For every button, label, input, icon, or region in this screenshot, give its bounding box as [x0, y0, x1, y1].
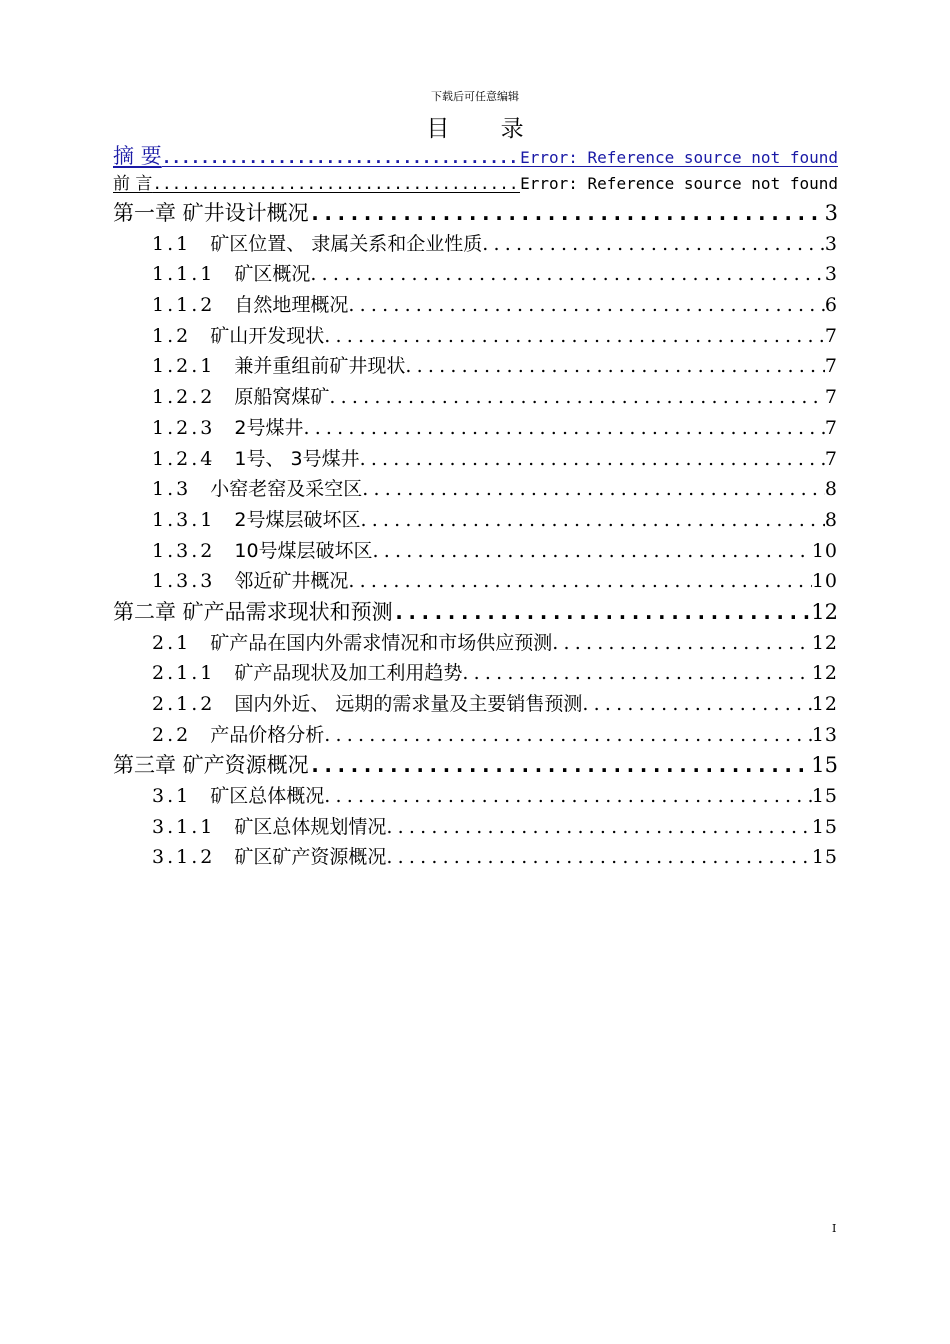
- toc-entry-label: [152, 474, 362, 505]
- dot-leader: [303, 413, 824, 444]
- toc-entry-label: [152, 812, 386, 843]
- toc-entry-label: [152, 689, 582, 720]
- toc-section-entry[interactable]: [113, 474, 838, 505]
- toc-entry-number: 2.1.1: [152, 662, 216, 685]
- toc-entries: [113, 198, 838, 873]
- toc-chapter-entry[interactable]: [113, 750, 838, 781]
- toc-entry-abstract[interactable]: [113, 142, 838, 170]
- toc-entry-label: [152, 566, 348, 597]
- dot-leader: [405, 351, 825, 382]
- toc-title: 目 录: [426, 116, 546, 142]
- toc-entry-title: 第三章 矿产资源概况: [113, 753, 309, 778]
- dot-leader: [162, 144, 520, 170]
- toc-entry-title: 小窑老窑及采空区: [210, 478, 363, 501]
- toc-entry-page: 10: [811, 570, 838, 593]
- toc-entry-page: 7: [824, 355, 838, 378]
- dot-leader: [310, 259, 825, 290]
- toc-entry-number: 3.1.1: [152, 815, 216, 838]
- dot-leader: [324, 321, 825, 352]
- toc-entry-page: 12: [811, 693, 838, 715]
- toc-chapter-entry[interactable]: [113, 198, 838, 229]
- toc-entry-number: 1.1.1: [152, 263, 216, 286]
- toc-entry-label: 前 言: [113, 174, 153, 194]
- toc-section-entry[interactable]: [113, 444, 838, 475]
- toc-entry-title: 第一章 矿井设计概况: [113, 201, 309, 225]
- toc-entry-number: 3.1.2: [152, 846, 216, 869]
- toc-section-entry[interactable]: [113, 536, 838, 567]
- toc-entry-page: 3: [824, 232, 838, 255]
- toc-section-entry[interactable]: [113, 658, 838, 689]
- toc-entry-label: [152, 321, 324, 352]
- toc-section-entry[interactable]: [113, 413, 838, 444]
- toc-entry-label: [152, 628, 552, 659]
- toc-entry-label: [152, 842, 386, 873]
- toc-entry-page: 12: [811, 599, 838, 624]
- toc-entry-title: 10号煤层破坏区: [234, 539, 373, 562]
- dot-leader: [362, 474, 825, 505]
- table-of-contents: [113, 142, 838, 873]
- toc-entry-number: 1.2.3: [152, 416, 216, 439]
- header-note: 下载后可任意编辑: [431, 90, 519, 103]
- toc-entry-number: 2.1: [152, 631, 192, 654]
- toc-entry-number: 2.2: [152, 723, 192, 746]
- toc-entry-number: 1.1: [152, 232, 192, 255]
- toc-entry-page: 6: [824, 294, 838, 317]
- toc-entry-page: Error: Reference source not found: [520, 174, 838, 193]
- toc-section-entry[interactable]: [113, 720, 838, 751]
- toc-entry-number: 2.1.2: [152, 693, 216, 715]
- toc-entry-number: 1.2: [152, 324, 192, 347]
- toc-entry-label: [152, 382, 329, 413]
- toc-entry-title: 自然地理概况: [234, 294, 349, 317]
- toc-entry-label: [152, 720, 324, 751]
- toc-entry-title: 2号煤井: [234, 416, 304, 439]
- toc-entry-label: [113, 597, 393, 628]
- toc-entry-number: 1.3.2: [152, 539, 216, 562]
- toc-entry-title: 矿区概况: [234, 263, 311, 286]
- dot-leader: [482, 229, 825, 260]
- toc-entry-label: [152, 290, 348, 321]
- toc-entry-page: 15: [811, 815, 838, 838]
- toc-section-entry[interactable]: [113, 812, 838, 843]
- toc-entry-label: [152, 658, 462, 689]
- dot-leader: [462, 658, 811, 689]
- toc-entry-number: 1.3.3: [152, 570, 216, 593]
- toc-entry-number: 3.1: [152, 785, 192, 808]
- dot-leader: [329, 382, 825, 413]
- dot-leader: [309, 750, 812, 781]
- dot-leader: [324, 781, 812, 812]
- toc-entry-page: 3: [824, 201, 838, 225]
- toc-section-entry[interactable]: [113, 229, 838, 260]
- toc-entry-number: 1.2.1: [152, 355, 216, 378]
- toc-entry-title: 矿产品在国内外需求情况和市场供应预测: [210, 631, 553, 654]
- toc-entry-page: Error: Reference source not found: [520, 148, 838, 167]
- toc-section-entry[interactable]: [113, 382, 838, 413]
- toc-section-entry[interactable]: [113, 321, 838, 352]
- toc-entry-title: 矿区矿产资源概况: [234, 846, 387, 869]
- toc-entry-title: 矿区总体规划情况: [234, 815, 387, 838]
- toc-entry-page: 7: [824, 324, 838, 347]
- toc-entry-label: [152, 505, 360, 536]
- toc-entry-page: 15: [811, 846, 838, 869]
- toc-entry-page: 12: [811, 631, 838, 654]
- toc-entry-label: [152, 259, 310, 290]
- toc-entry-label: [113, 750, 309, 781]
- toc-entry-number: 1.3: [152, 478, 192, 501]
- toc-entry-label: [152, 229, 482, 260]
- dot-leader: [348, 566, 811, 597]
- dot-leader: [309, 198, 825, 229]
- dot-leader: [386, 812, 811, 843]
- dot-leader: [324, 720, 812, 751]
- toc-entry-title: 国内外近、 远期的需求量及主要销售预测: [234, 693, 583, 715]
- dot-leader: [552, 628, 812, 659]
- toc-entry-number: 1.1.2: [152, 294, 216, 317]
- toc-entry-page: 8: [824, 478, 838, 501]
- toc-entry-label: [113, 198, 309, 229]
- toc-entry-title: 2号煤层破坏区: [234, 508, 361, 531]
- toc-entry-page: 7: [824, 447, 838, 470]
- toc-section-entry[interactable]: [113, 505, 838, 536]
- toc-section-entry[interactable]: [113, 259, 838, 290]
- toc-entry-title: 第二章 矿产品需求现状和预测: [113, 599, 393, 624]
- toc-section-entry[interactable]: [113, 781, 838, 812]
- page-number: I: [832, 1222, 837, 1235]
- toc-section-entry[interactable]: [113, 628, 838, 659]
- toc-entry-title: 矿山开发现状: [210, 324, 325, 347]
- toc-entry-page: 7: [824, 416, 838, 439]
- toc-entry-title: 邻近矿井概况: [234, 570, 349, 593]
- toc-entry-title: 原船窝煤矿: [234, 386, 330, 409]
- toc-entry-label: 摘 要: [113, 144, 162, 168]
- toc-entry-title: 1号、 3号煤井: [234, 447, 360, 470]
- toc-entry-title: 矿产品现状及加工利用趋势: [234, 662, 463, 685]
- toc-entry-title: 兼并重组前矿井现状: [234, 355, 406, 378]
- toc-entry-page: 8: [824, 508, 838, 531]
- toc-entry-page: 15: [811, 785, 838, 808]
- toc-entry-label: [152, 781, 324, 812]
- toc-entry-label: [152, 351, 405, 382]
- dot-leader: [348, 290, 825, 321]
- toc-entry-title: 产品价格分析: [210, 723, 325, 746]
- toc-entry-number: 1.3.1: [152, 508, 216, 531]
- toc-entry-page: 7: [824, 386, 838, 409]
- dot-leader: [582, 689, 811, 720]
- toc-section-entry[interactable]: [113, 351, 838, 382]
- toc-entry-number: 1.2.4: [152, 447, 216, 470]
- toc-chapter-entry[interactable]: [113, 597, 838, 628]
- toc-entry-page: 13: [811, 723, 838, 746]
- dot-leader: [373, 536, 812, 567]
- toc-section-entry[interactable]: [113, 689, 838, 720]
- toc-entry-title: 矿区位置、 隶属关系和企业性质: [210, 232, 483, 255]
- toc-section-entry[interactable]: [113, 566, 838, 597]
- toc-entry-number: 1.2.2: [152, 386, 216, 409]
- toc-entry-label: [152, 444, 360, 475]
- toc-entry-page: 3: [824, 263, 838, 286]
- dot-leader: [152, 170, 520, 198]
- dot-leader: [393, 597, 812, 628]
- dot-leader: [386, 842, 811, 873]
- toc-entry-page: 10: [811, 539, 838, 562]
- dot-leader: [360, 505, 824, 536]
- toc-entry-page: 15: [811, 753, 838, 778]
- dot-leader: [360, 444, 825, 475]
- toc-entry-preface[interactable]: [113, 170, 838, 198]
- toc-section-entry[interactable]: [113, 842, 838, 873]
- toc-entry-page: 12: [811, 662, 838, 685]
- toc-entry-label: [152, 413, 303, 444]
- toc-section-entry[interactable]: [113, 290, 838, 321]
- toc-entry-label: [152, 536, 373, 567]
- toc-entry-title: 矿区总体概况: [210, 785, 325, 808]
